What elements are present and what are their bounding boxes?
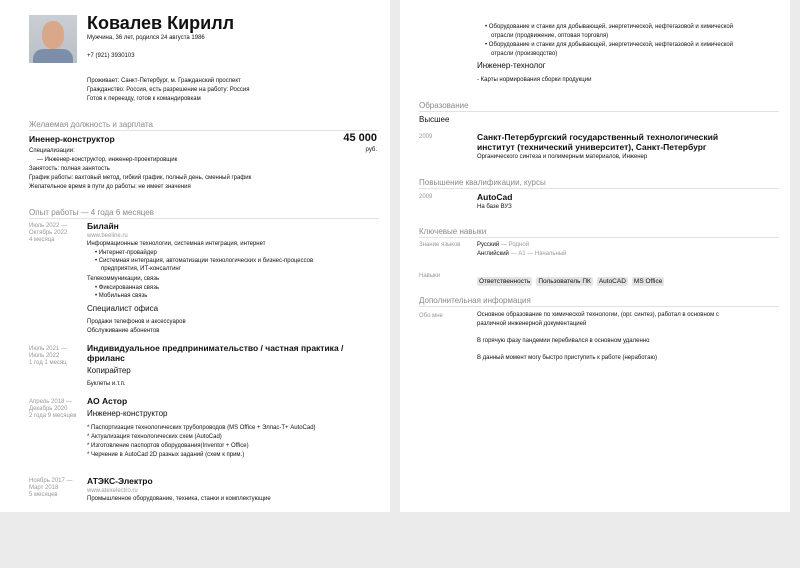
job-company: АТЭКС-Электро	[87, 476, 153, 486]
desired-salary: 45 000	[343, 132, 377, 144]
language-item	[477, 250, 567, 258]
job-period-end: Октябрь 2022	[29, 230, 68, 236]
skill-tag: AutoCAD	[598, 278, 626, 285]
languages-label: Знание языков	[419, 242, 461, 248]
resume-page-1	[0, 0, 390, 512]
divider	[419, 188, 779, 189]
job-desc: - Карты нормирования сборки продукции	[477, 77, 592, 83]
job-task: * Изготовление паспортов оборудования(Inventor + Office)	[87, 443, 249, 449]
skill-tag: Ответственность	[479, 278, 531, 285]
job-period: Апрель 2018 —	[29, 399, 73, 405]
photo-face	[42, 21, 64, 49]
job-task: * Черчение в AutoCad 2D разных заданий (схем к прим.)	[87, 452, 245, 458]
travel-time: Желательное время в пути до работы: не имеет значения	[29, 184, 191, 190]
language-level: — A1 — Начальный	[510, 251, 567, 257]
list-item-continuation: отрасли (продвижение, оптовая торговля)	[491, 33, 609, 39]
job-role: Специалист офиса	[87, 304, 159, 313]
employment: Занятость: полная занятость	[29, 166, 110, 172]
skill-tag: Пользователь ПК	[538, 278, 591, 285]
job-duration: 2 года 9 месяцев	[29, 413, 77, 419]
skill-tag: MS Office	[633, 278, 663, 285]
job-industry-2: Телекоммуникации, связь	[87, 276, 160, 282]
job-role: Копирайтер	[87, 366, 131, 375]
list-item: • Интернет-провайдер	[95, 249, 313, 257]
divider	[419, 111, 779, 112]
list-item-text: Оборудование и станки для добывающей, энергетической, нефтегазовой и химической	[488, 42, 734, 48]
job-role: Инженер-технолог	[477, 61, 546, 70]
salary-currency: руб.	[365, 147, 377, 153]
skills-label: Навыки	[419, 273, 441, 279]
industry-list	[95, 249, 313, 265]
job-company: АО Астор	[87, 396, 128, 406]
job-duration: 4 месяца	[29, 237, 55, 243]
course-year: 2009	[419, 194, 433, 200]
industry-list-2	[95, 284, 159, 300]
list-item-text: Оборудование и станки для добывающей, энергетической, нефтегазовой и химической	[488, 24, 734, 30]
course-org: На базе ВУЗ	[477, 204, 512, 210]
job-industry: Промышленное оборудование, техника, станки и комплектующие	[87, 496, 271, 502]
relocation: Готов к переезду, готов к командировкам	[87, 96, 201, 102]
desired-section-title: Желаемая должность и зарплата	[29, 120, 153, 129]
divider	[29, 130, 379, 131]
schedule: График работы: вахтовый метод, гибкий график, полный день, сменный график	[29, 175, 252, 181]
job-period-end: Июль 2022	[29, 353, 60, 359]
education-faculty: Органического синтеза и полимерным материалов, Инженер	[477, 154, 648, 160]
about-text: Основное образование по химической технологии, (орг. синтез), работал в основном с	[477, 312, 719, 318]
about-text: В данный момент могу быстро приступить к работе (неработаю)	[477, 355, 657, 361]
job-company: Индивидуальное предпринимательство / частная практика /	[87, 343, 344, 353]
job-company: Билайн	[87, 221, 119, 231]
about-text-cont: различной инженерной документацией	[477, 321, 587, 327]
candidate-phone[interactable]: +7 (921) 3930103	[87, 53, 135, 59]
job-duration: 1 год 1 месяц	[29, 360, 67, 366]
job-period-end: Декабрь 2020	[29, 406, 68, 412]
list-item: • Фиксированная связь	[95, 284, 159, 292]
job-role: Инженер-конструктор	[87, 409, 168, 418]
job-desc: Обслуживание абонентов	[87, 328, 160, 334]
language-name: Английский	[477, 251, 509, 257]
courses-section-title: Повышение квалификации, курсы	[419, 178, 546, 187]
job-company-cont: фриланс	[87, 353, 125, 363]
job-task: * Паспортизация технологических трубопроводов (MS Office + Элпас-Т+ AutoCad)	[87, 425, 316, 431]
profile-photo	[29, 15, 77, 63]
job-site[interactable]: www.atexelectro.ru	[87, 488, 138, 494]
job-site[interactable]: www.beeline.ru	[87, 233, 128, 239]
list-item: • Оборудование и станки для добывающей, энергетической, нефтегазовой и химической	[485, 24, 734, 30]
course-name: AutoCad	[477, 192, 513, 202]
language-item	[477, 241, 529, 249]
list-item-continuation: отрасли (производство)	[491, 51, 558, 57]
citizenship: Гражданство: Россия, есть разрешение на работу: Россия	[87, 87, 250, 93]
photo-shirt	[33, 49, 73, 63]
list-item-continuation: предприятия, ИТ-консалтинг	[101, 266, 181, 272]
desired-position: Иненер-конструктор	[29, 134, 115, 144]
job-desc: Продажи телефонов и аксессуаров	[87, 319, 186, 325]
residence: Проживает: Санкт-Петербург, м. Гражданский проспект	[87, 78, 241, 84]
job-period-end: Март 2018	[29, 485, 59, 491]
education-section-title: Образование	[419, 101, 469, 110]
divider	[419, 237, 779, 238]
experience-section-title: Опыт работы — 4 года 6 месяцев	[29, 208, 154, 217]
language-level: — Родной	[500, 242, 530, 248]
skills-tags	[477, 270, 668, 288]
list-item: • Мобильная связь	[95, 292, 159, 300]
divider	[419, 306, 779, 307]
extra-section-title: Дополнительная информация	[419, 296, 531, 305]
education-institution: Санкт-Петербургский государственный технологический	[477, 132, 719, 142]
resume-page-2	[400, 0, 790, 512]
about-label: Обо мне	[419, 313, 443, 319]
job-industry: Информационные технологии, системная интеграция, интернет	[87, 241, 266, 247]
job-period: Июль 2021 —	[29, 346, 67, 352]
skills-section-title: Ключевые навыки	[419, 227, 487, 236]
divider	[29, 218, 379, 219]
job-task: * Актуализация технологических схем (AutoCad)	[87, 434, 222, 440]
list-item: • Оборудование и станки для добывающей, энергетической, нефтегазовой и химической	[485, 42, 734, 48]
spec-item: — Инженер-конструктор, инженер-проектировщик	[37, 157, 178, 163]
education-level: Высшее	[419, 115, 450, 124]
education-year: 2009	[419, 134, 433, 140]
job-desc: Буклеты и.т.п.	[87, 381, 126, 387]
list-item: • Системная интеграция, автоматизации технологических и бизнес-процессов	[95, 257, 313, 265]
education-institution-cont: институт (технический университет), Санкт-Петербург	[477, 142, 707, 152]
job-duration: 5 месяцев	[29, 492, 58, 498]
spec-label: Специализации:	[29, 148, 75, 154]
job-period: Июль 2022 —	[29, 223, 67, 229]
about-text: В горячую фазу пандемии перебивался в основном удаленно	[477, 338, 650, 344]
candidate-summary: Мужчина, 36 лет, родился 24 августа 1986	[87, 35, 205, 41]
language-name: Русский	[477, 242, 500, 248]
job-period: Ноябрь 2017 —	[29, 478, 73, 484]
candidate-name: Ковалев Кирилл	[87, 13, 235, 33]
